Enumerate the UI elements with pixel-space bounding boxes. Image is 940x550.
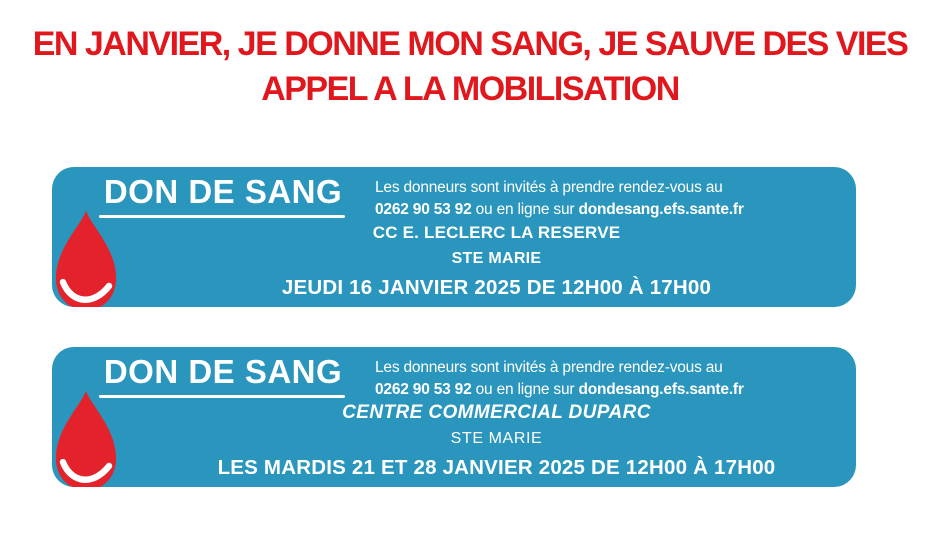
event-date: LES MARDIS 21 ET 28 JANVIER 2025 DE 12H00 À 17H00 bbox=[217, 456, 776, 479]
info-line1: Les donneurs sont invités à prendre rendez-vous au bbox=[375, 359, 723, 376]
logo-underline bbox=[99, 395, 345, 398]
event-location: CENTRE COMMERCIAL DUPARC bbox=[342, 402, 651, 423]
event-details bbox=[137, 402, 856, 480]
event-details bbox=[137, 222, 856, 300]
phone-number: 0262 90 53 92 bbox=[375, 200, 472, 218]
appointment-info bbox=[375, 177, 845, 220]
website-link: dondesang.efs.sante.fr bbox=[578, 200, 744, 218]
phone-number: 0262 90 53 92 bbox=[375, 380, 472, 398]
event-city: STE MARIE bbox=[451, 250, 542, 267]
donation-banner-1 bbox=[52, 167, 856, 307]
page-title bbox=[0, 22, 940, 112]
event-location: CC E. LECLERC LA RESERVE bbox=[372, 223, 621, 242]
don-de-sang-logo: DON DE SANG bbox=[103, 173, 343, 210]
logo-underline bbox=[99, 215, 345, 218]
info-mid: ou en ligne sur bbox=[475, 200, 575, 218]
info-line1: Les donneurs sont invités à prendre rendez-vous au bbox=[375, 179, 723, 196]
blood-drop-icon bbox=[54, 388, 118, 487]
page-title-line2: APPEL A LA MOBILISATION bbox=[261, 70, 679, 108]
don-de-sang-logo: DON DE SANG bbox=[103, 353, 343, 390]
info-mid: ou en ligne sur bbox=[475, 380, 575, 398]
event-city: STE MARIE bbox=[450, 430, 543, 447]
event-date: JEUDI 16 JANVIER 2025 DE 12H00 À 17H00 bbox=[281, 276, 712, 299]
website-link: dondesang.efs.sante.fr bbox=[578, 380, 744, 398]
appointment-info bbox=[375, 357, 845, 400]
donation-banner-2 bbox=[52, 347, 856, 487]
page-title-line1: EN JANVIER, JE DONNE MON SANG, JE SAUVE DES VIES bbox=[32, 25, 908, 63]
blood-drop-icon bbox=[54, 208, 118, 307]
